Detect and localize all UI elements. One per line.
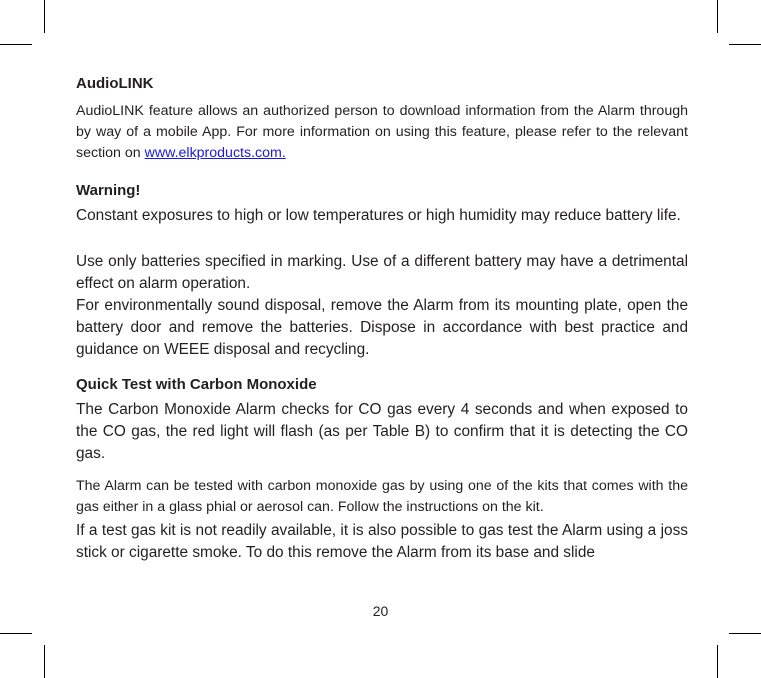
crop-mark-top-right-horizontal (729, 44, 761, 45)
page-number: 20 (372, 603, 389, 619)
audiolink-paragraph (76, 101, 688, 164)
warning-paragraph-2: Use only batteries specified in marking. Use of a different battery may have a detrimental effect on alarm operation. (76, 253, 688, 292)
warning-paragraph-1: Constant exposures to high or low temperatures or high humidity may reduce battery life. (76, 207, 681, 224)
quick-test-heading: Quick Test with Carbon Monoxide (76, 376, 317, 393)
crop-mark-bottom-right-horizontal (729, 633, 761, 634)
crop-mark-bottom-left-horizontal (0, 633, 32, 634)
audiolink-body: AudioLINK feature allows an authorized person to download information from the Alarm through by way of a mobile App. For more information on using this feature, please refer to the relevant section on (76, 103, 688, 161)
crop-mark-bottom-right-vertical (717, 645, 718, 678)
crop-mark-top-left-horizontal (0, 44, 32, 45)
crop-mark-bottom-left-vertical (44, 645, 45, 678)
quick-test-paragraph-3: If a test gas kit is not readily available, it is also possible to gas test the Alarm using a joss stick or cigarette smoke. To do this remove the Alarm from its base and slide (76, 522, 688, 561)
audiolink-heading: AudioLINK (76, 75, 154, 92)
warning-paragraph-3: For environmentally sound disposal, remove the Alarm from its mounting plate, open the battery door and remove the batteries. Dispose in accordance with best practice and guidance on WEEE disposal and recycling. (76, 297, 688, 358)
elkproducts-link[interactable]: www.elkproducts.com. (144, 145, 286, 161)
warning-heading: Warning! (76, 182, 141, 199)
crop-mark-top-left-vertical (44, 0, 45, 33)
quick-test-paragraph-2: The Alarm can be tested with carbon monoxide gas by using one of the kits that comes with the gas either in a glass phial or aerosol can. Follow the instructions on the kit. (76, 478, 688, 515)
quick-test-paragraph-1: The Carbon Monoxide Alarm checks for CO gas every 4 seconds and when exposed to the CO gas, the red light will flash (as per Table B) to confirm that it is detecting the CO gas. (76, 401, 688, 462)
crop-mark-top-right-vertical (717, 0, 718, 33)
